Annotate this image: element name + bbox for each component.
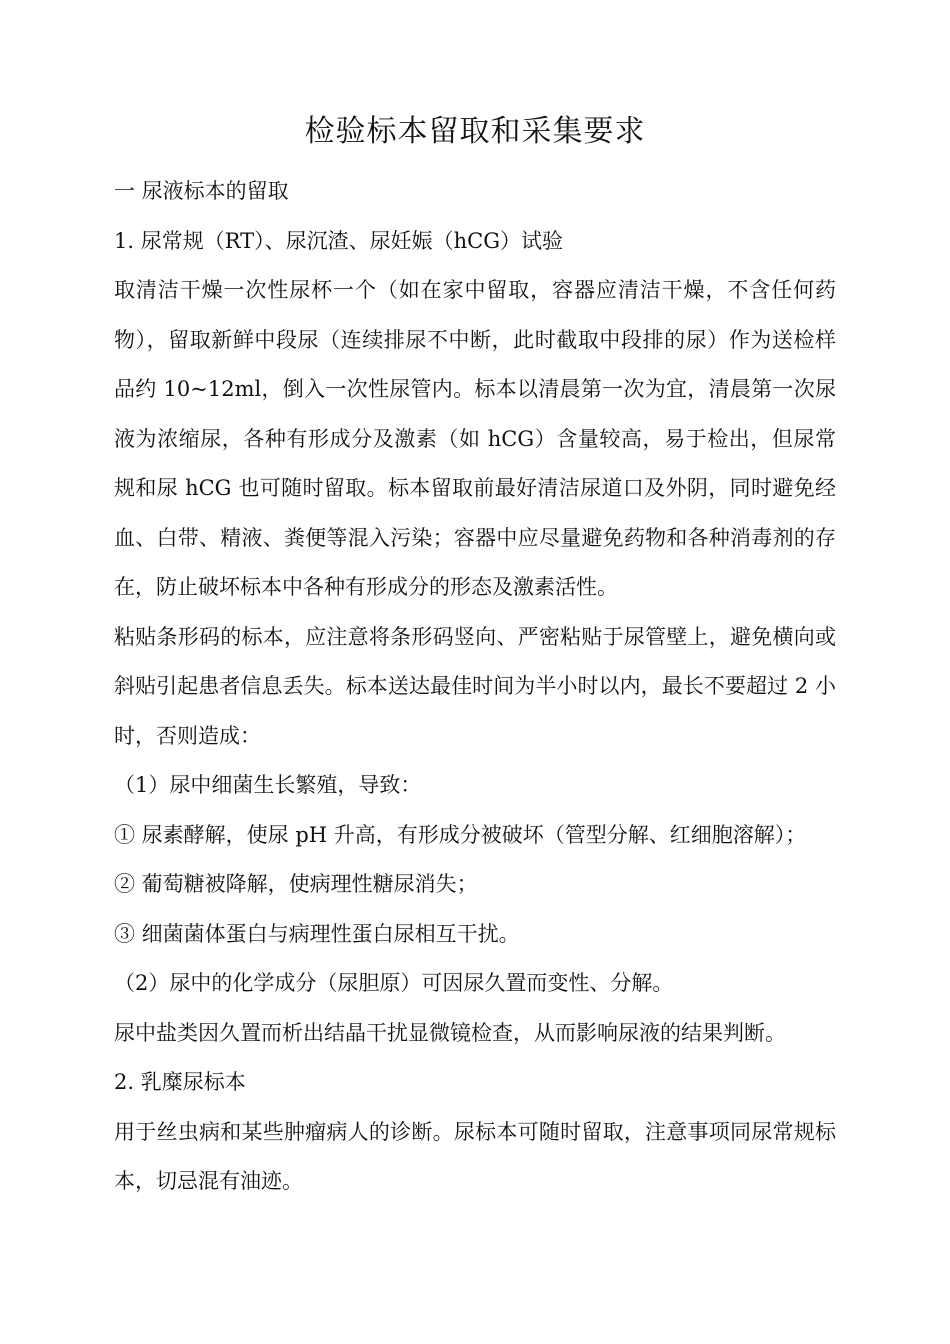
section-heading-urine: 一 尿液标本的留取 — [114, 179, 289, 203]
list-item-bacteria: （1）尿中细菌生长繁殖，导致： — [114, 773, 422, 797]
document-body — [114, 167, 836, 1207]
paragraph-collection-method: 取清洁干燥一次性尿杯一个（如在家中留取，容器应清洁干燥，不含任何药物），留取新鲜中段尿（连续排尿不中断，此时截取中段排的尿）作为送检样品约 10~12ml，倒入一次性尿管内。标本以清晨第一次为宜，清晨第一次尿液为浓缩尿，各种有形成分及激素（如 hCG）含量较高，易于检出，但尿常规和尿 hCG 也可随时留取。标本留取前最好清洁尿道口及外阴，同时避免经血、白带、精液、粪便等混入污染；容器中应尽量避免药物和各种消毒剂的存在，防止破坏标本中各种有形成分的形态及激素活性。 — [114, 278, 836, 599]
list-item-protein: ③ 细菌菌体蛋白与病理性蛋白尿相互干扰。 — [114, 921, 520, 946]
document-title: 检验标本留取和采集要求 — [304, 114, 646, 149]
list-item-glucose: ② 葡萄糖被降解，使病理性糖尿消失； — [114, 872, 478, 896]
list-item-urea: ① 尿素酵解，使尿 pH 升高，有形成分被破坏（管型分解、红细胞溶解）； — [114, 822, 807, 847]
list-item-chemical: （2）尿中的化学成分（尿胆原）可因尿久置而变性、分解。 — [114, 971, 674, 995]
subsection-heading-routine: 1. 尿常规（RT）、尿沉渣、尿妊娠（hCG）试验 — [114, 228, 564, 253]
paragraph-chyluria: 用于丝虫病和某些肿瘤病人的诊断。尿标本可随时留取，注意事项同尿常规标本，切忌混有油迹。 — [114, 1119, 836, 1193]
paragraph-salt-crystals: 尿中盐类因久置而析出结晶干扰显微镜检查，从而影响尿液的结果判断。 — [114, 1020, 786, 1045]
paragraph-barcode: 粘贴条形码的标本，应注意将条形码竖向、严密粘贴于尿管壁上，避免横向或斜贴引起患者信息丢失。标本送达最佳时间为半小时以内，最长不要超过 2 小时，否则造成： — [114, 624, 836, 748]
subsection-heading-chyluria: 2. 乳糜尿标本 — [114, 1070, 246, 1094]
